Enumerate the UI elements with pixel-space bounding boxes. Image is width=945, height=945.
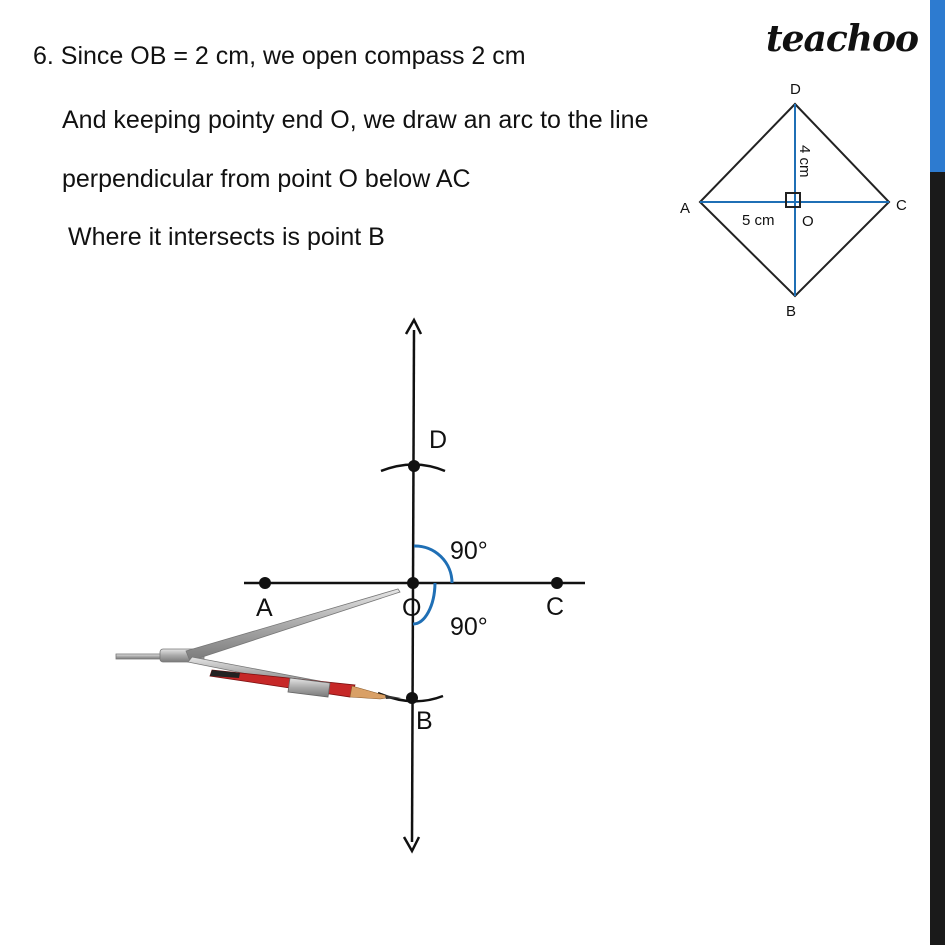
angle-label-bottom: 90° [450,613,488,641]
label-b: B [416,707,433,735]
point-c [551,577,563,589]
teachoo-logo: teachoo [766,18,918,60]
rhombus-label-c: C [896,197,907,214]
instruction-line-4: Where it intersects is point B [68,223,385,251]
angle-label-top: 90° [450,537,488,565]
label-o: O [402,594,422,622]
rhombus-length-horizontal: 5 cm [742,212,775,229]
label-c: C [546,593,565,621]
instruction-line-1: 6. Since OB = 2 cm, we open compass 2 cm [33,42,526,70]
angle-arc-top [414,546,452,583]
instruction-line-2: And keeping pointy end O, we draw an arc to the line [62,106,649,134]
instruction-line-3: perpendicular from point O below AC [62,165,471,193]
point-d [408,460,420,472]
point-o [407,577,419,589]
rhombus-label-d: D [790,81,801,98]
point-a [259,577,271,589]
rhombus-length-vertical: 4 cm [796,145,813,178]
point-b [406,692,418,704]
rhombus-label-o: O [802,213,814,230]
label-d: D [429,426,448,454]
label-a: A [256,594,273,622]
rhombus-label-b: B [786,303,797,320]
rhombus-label-a: A [680,200,691,217]
